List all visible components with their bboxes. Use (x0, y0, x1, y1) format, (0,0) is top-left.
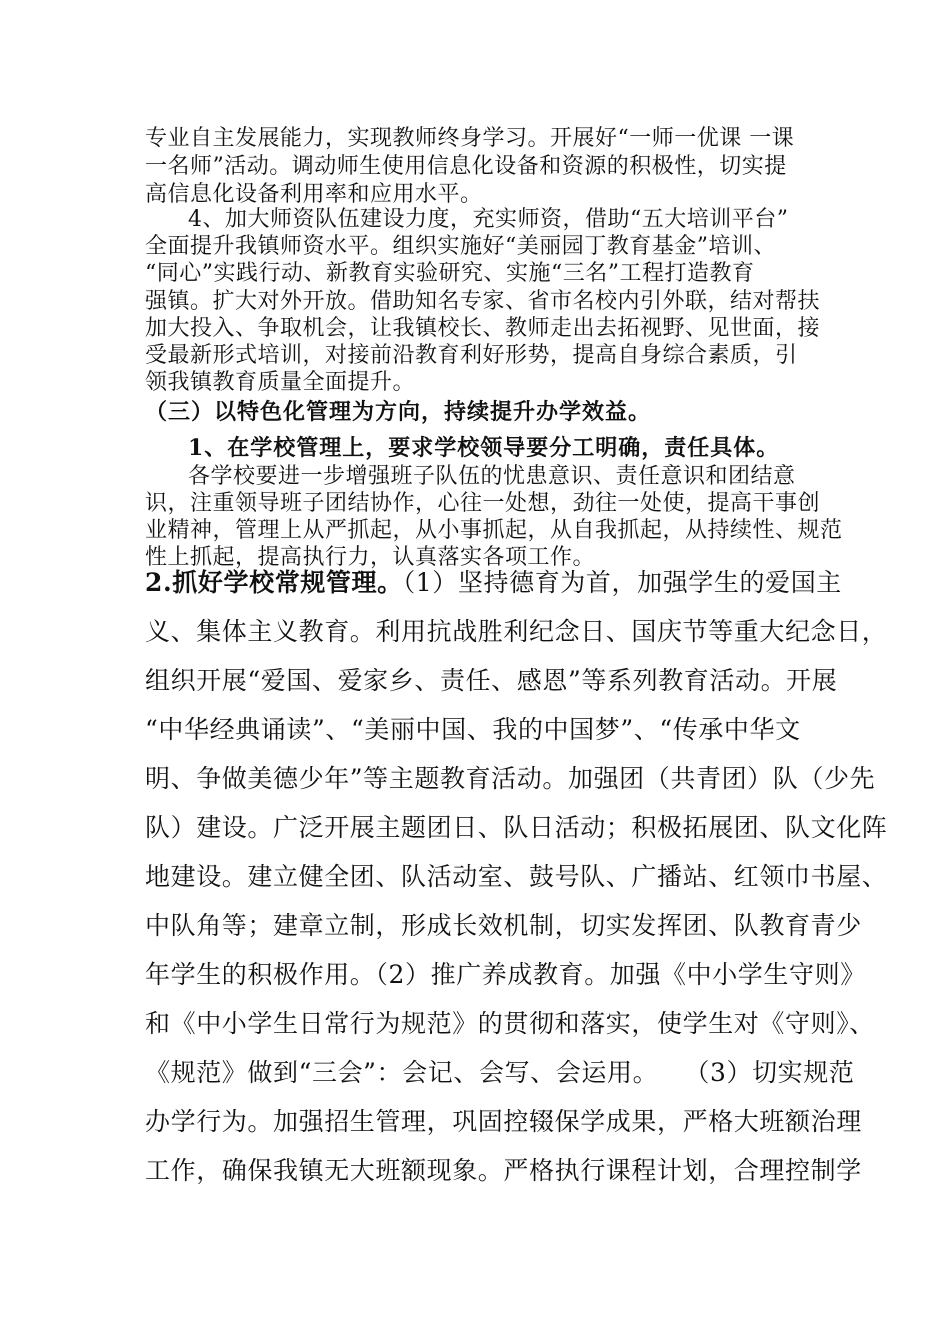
text-line: 识，注重领导班子团结协作，心往一处想，劲往一处使，提高干事创 (145, 491, 821, 516)
text-line: 明、争做美德少年”等主题教育活动。加强团（共青团）队（少先 (145, 764, 876, 793)
text-line: 4、加大师资队伍建设力度，充实师资，借助“五大培训平台” (188, 207, 789, 232)
text-line: 性上抓起，提高执行力，认真落实各项工作。 (145, 545, 596, 570)
text-line: 队）建设。广泛开展主题团日、队日活动；积极拓展团、队文化阵 (145, 813, 888, 842)
text-line: 领我镇教育质量全面提升。 (145, 370, 416, 395)
text-line: 组织开展“爱国、爱家乡、责任、感恩”等系列教育活动。开展 (145, 666, 838, 695)
text-line: 专业自主发展能力，实现教师终身学习。开展好“一师一优课 一课 (145, 126, 795, 151)
text-line (145, 563, 842, 599)
text-line: 和《中小学生日常行为规范》的贯彻和落实，使学生对《守则》、 (145, 1009, 875, 1038)
text-line: 义、集体主义教育。利用抗战胜利纪念日、国庆节等重大纪念日， (145, 617, 888, 646)
text-line: 一名师”活动。调动师生使用信息化设备和资源的积极性，切实提 (145, 154, 787, 179)
text-line: 业精神，管理上从严抓起，从小事抓起，从自我抓起，从持续性、规范 (145, 518, 843, 543)
text-line: “中华经典诵读”、“美丽中国、我的中国梦”、“传承中华文 (145, 715, 801, 744)
text-line: 加大投入、争取机会，让我镇校长、教师走出去拓视野、见世面，接 (145, 316, 821, 341)
paragraph-text: （1）坚持德育为首，加强学生的爱国主 (402, 568, 842, 597)
text-line: 《规范》做到“三会”：会记、会写、会运用。 （3）切实规范 (145, 1058, 855, 1087)
subsection-heading: 1、在学校管理上，要求学校领导要分工明确，责任具体。 (188, 435, 780, 461)
section-heading: （三）以特色化管理为方向，持续提升办学效益。 (145, 399, 652, 425)
text-line: 地建设。建立健全团、队活动室、鼓号队、广播站、红领巾书屋、 (145, 862, 888, 891)
text-line: “同心”实践行动、新教育实验研究、实施“三名”工程打造教育 (145, 261, 755, 286)
text-line: 年学生的积极作用。（2）推广养成教育。加强《中小学生守则》 (145, 960, 866, 989)
text-line: 办学行为。加强招生管理，巩固控辍保学成果，严格大班额治理 (145, 1107, 862, 1136)
text-line: 各学校要进一步增强班子队伍的忧患意识、责任意识和团结意 (188, 464, 796, 489)
text-line: 工作，确保我镇无大班额现象。严格执行课程计划，合理控制学 (145, 1156, 862, 1185)
text-line: 全面提升我镇师资水平。组织实施好“美丽园丁教育基金”培训、 (145, 234, 776, 259)
text-line: 高信息化设备利用率和应用水平。 (145, 182, 483, 207)
text-line: 中队角等；建章立制，形成长效机制，切实发挥团、队教育青少 (145, 911, 862, 940)
text-line: 受最新形式培训，对接前沿教育利好形势，提高自身综合素质，引 (145, 343, 798, 368)
paragraph-lead: 2.抓好学校常规管理。 (145, 568, 403, 597)
text-line: 强镇。扩大对外开放。借助知名专家、省市名校内引外联，结对帮扶 (145, 289, 821, 314)
